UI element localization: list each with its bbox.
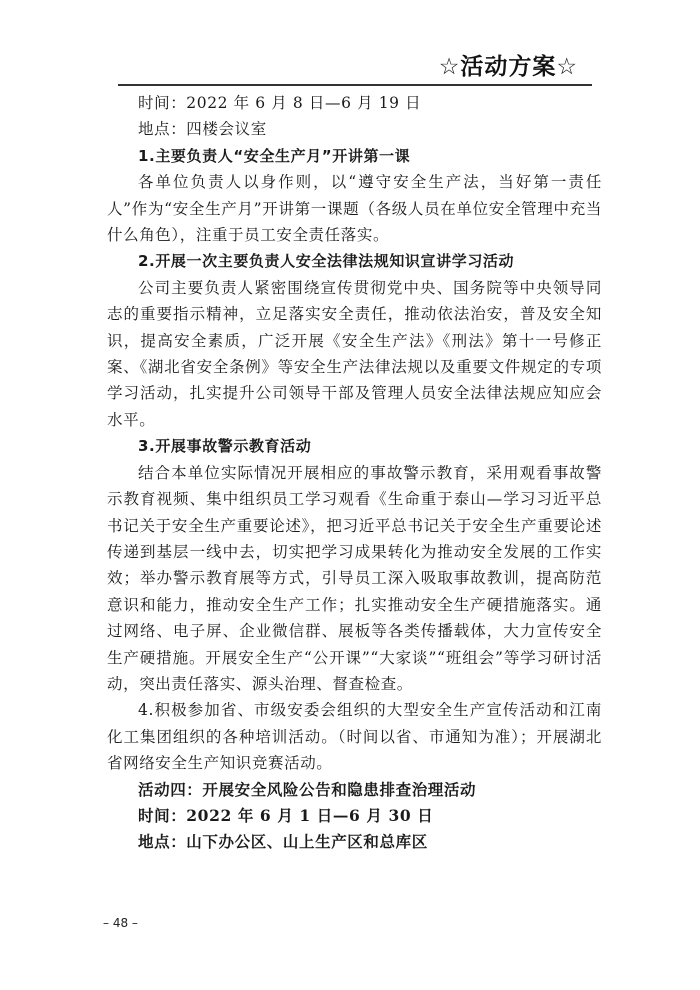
section-body-2: 公司主要负责人紧密围绕宣传贯彻党中央、国务院等中央领导同志的重要指示精神，立足落实安全责任，推动依法治安，普及安全知识，提高安全素质，广泛开展《安全生产法》《刑法》第十一号修正案、《湖北省安全条例》等安全生产法律法规以及重要文件规定的专项学习活动，扎实提升公司领导干部及管理人员安全法律法规应知应会水平。 (107, 278, 602, 429)
event-location: 地点：四楼会议室 (138, 120, 267, 139)
header-divider (118, 84, 592, 86)
section-body-1: 各单位负责人以身作则，以“遵守安全生产法，当好第一责任人”作为“安全生产月”开讲第一课题（各级人员在单位安全管理中充当什么角色），注重于员工安全责任落实。 (107, 173, 602, 245)
section-heading-1: 1.主要负责人“安全生产月”开讲第一课 (138, 146, 411, 165)
section-heading-2: 2.开展一次主要负责人安全法律法规知识宣讲学习活动 (138, 252, 515, 271)
activity-four-location: 地点：山下办公区、山上生产区和总库区 (138, 832, 428, 852)
section-body-4: 4.积极参加省、市级安委会组织的大型安全生产宣传活动和江南化工集团组织的各种培训活动。（时间以省、市通知为准）；开展湖北省网络安全生产知识竞赛活动。 (107, 701, 602, 773)
page-number: – 48 – (103, 916, 138, 930)
activity-four-time: 时间：2022 年 6 月 1 日—6 月 30 日 (138, 805, 434, 825)
event-time: 时间：2022 年 6 月 8 日—6 月 19 日 (138, 94, 422, 112)
activity-four-heading: 活动四：开展安全风险公告和隐患排查治理活动 (138, 779, 477, 799)
section-heading-3: 3.开展事故警示教育活动 (138, 437, 312, 456)
document-body (107, 90, 602, 856)
document-header-title: ☆活动方案☆ (438, 54, 578, 80)
section-body-3: 结合本单位实际情况开展相应的事故警示教育，采用观看事故警示教育视频、集中组织员工学习观看《生命重于泰山—学习习近平总书记关于安全生产重要论述》，把习近平总书记关于安全生产重要论述传递到基层一线中去，切实把学习成果转化为推动安全发展的工作实效；举办警示教育展等方式，引导员工深入吸取事故教训，提高防范意识和能力，推动安全生产工作；扎实推动安全生产硬措施落实。通过网络、电子屏、企业微信群、展板等各类传播载体，大力宣传安全生产硬措施。开展安全生产“公开课”“大家谈”“班组会”等学习研讨活动，突出责任落实、源头治理、督查检查。 (107, 463, 602, 693)
